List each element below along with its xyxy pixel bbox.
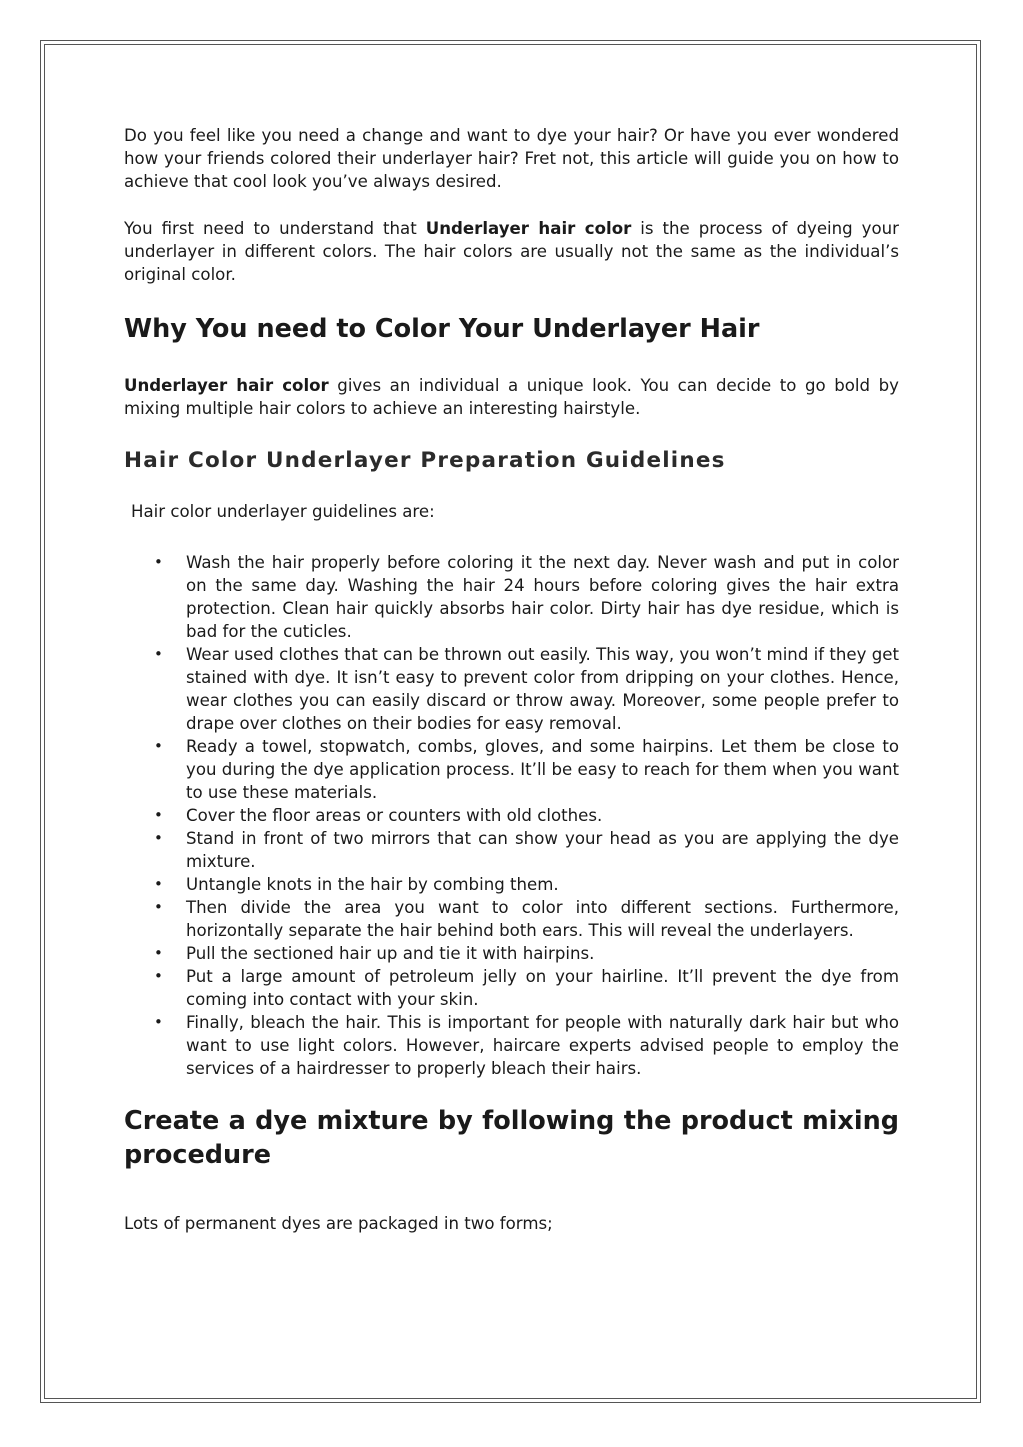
bullet-icon: • (154, 967, 163, 985)
list-item-text: Cover the floor areas or counters with old clothes. (186, 806, 603, 825)
document-body (124, 124, 899, 1235)
bullet-icon: • (154, 898, 163, 916)
bullet-icon: • (154, 875, 163, 893)
list-item (154, 942, 899, 965)
intro-p2-after: is the process of dyeing your underlayer in different colors. The hair colors are usually not the same as the individual’s original color. (124, 219, 899, 284)
guidelines-lead: Hair color underlayer guidelines are: (131, 502, 435, 521)
list-item (154, 1011, 899, 1080)
bullet-icon: • (154, 645, 163, 663)
intro-paragraph-1: Do you feel like you need a change and want to dye your hair? Or have you ever wondered how your friends colored their underlayer hair? Fret not, this article will guide you on how to achieve that cool look you’ve always desired. (124, 126, 899, 191)
list-item-text: Then divide the area you want to color into different sections. Furthermore, horizontally separate the hair behind both ears. This will reveal the underlayers. (186, 898, 899, 940)
list-item-text: Wash the hair properly before coloring it the next day. Never wash and put in color on the same day. Washing the hair 24 hours before coloring gives the hair extra protection. Clean hair quickly absorbs hair color. Dirty hair has dye residue, which is bad for the cuticles. (186, 553, 899, 641)
guidelines-list (124, 551, 899, 1080)
intro-p2-bold: Underlayer hair color (425, 219, 632, 238)
list-item (154, 735, 899, 804)
list-item-text: Finally, bleach the hair. This is important for people with naturally dark hair but who want to use light colors. However, haircare experts advised people to employ the services of a hairdresser to properly bleach their hairs. (186, 1013, 899, 1078)
bullet-icon: • (154, 1013, 163, 1031)
section-heading-guidelines: Hair Color Underlayer Preparation Guidelines (124, 448, 726, 473)
list-item-text: Put a large amount of petroleum jelly on your hairline. It’ll prevent the dye from coming into contact with your skin. (186, 967, 899, 1009)
section3-paragraph: Lots of permanent dyes are packaged in two forms; (124, 1214, 553, 1233)
list-item-text: Pull the sectioned hair up and tie it with hairpins. (186, 944, 595, 963)
intro-paragraph-2 (124, 217, 899, 286)
bullet-icon: • (154, 944, 163, 962)
section1-after: gives an individual a unique look. You can decide to go bold by mixing multiple hair colors to achieve an interesting hairstyle. (124, 376, 899, 418)
list-item-text: Wear used clothes that can be thrown out easily. This way, you won’t mind if they get stained with dye. It isn’t easy to prevent color from dripping on your clothes. Hence, wear clothes you can easily discard or throw away. Moreover, some people prefer to drape over clothes on their bodies for easy removal. (186, 645, 899, 733)
section-heading-dye-mixture: Create a dye mixture by following the product mixing procedure (124, 1106, 899, 1170)
list-item (154, 827, 899, 873)
list-item (154, 873, 899, 896)
section1-paragraph (124, 374, 899, 420)
section1-bold: Underlayer hair color (124, 376, 329, 395)
bullet-icon: • (154, 737, 163, 755)
intro-p2-before: You first need to understand that (124, 219, 426, 238)
list-item-text: Untangle knots in the hair by combing them. (186, 875, 559, 894)
list-item (154, 965, 899, 1011)
list-item-text: Ready a towel, stopwatch, combs, gloves, and some hairpins. Let them be close to you during the dye application process. It’ll be easy to reach for them when you want to use these materials. (186, 737, 899, 802)
list-item (154, 896, 899, 942)
bullet-icon: • (154, 829, 163, 847)
list-item (154, 643, 899, 735)
bullet-icon: • (154, 553, 163, 571)
bullet-icon: • (154, 806, 163, 824)
list-item (154, 804, 899, 827)
list-item-text: Stand in front of two mirrors that can show your head as you are applying the dye mixture. (186, 829, 899, 871)
section-heading-why: Why You need to Color Your Underlayer Hair (124, 314, 760, 344)
list-item (154, 551, 899, 643)
